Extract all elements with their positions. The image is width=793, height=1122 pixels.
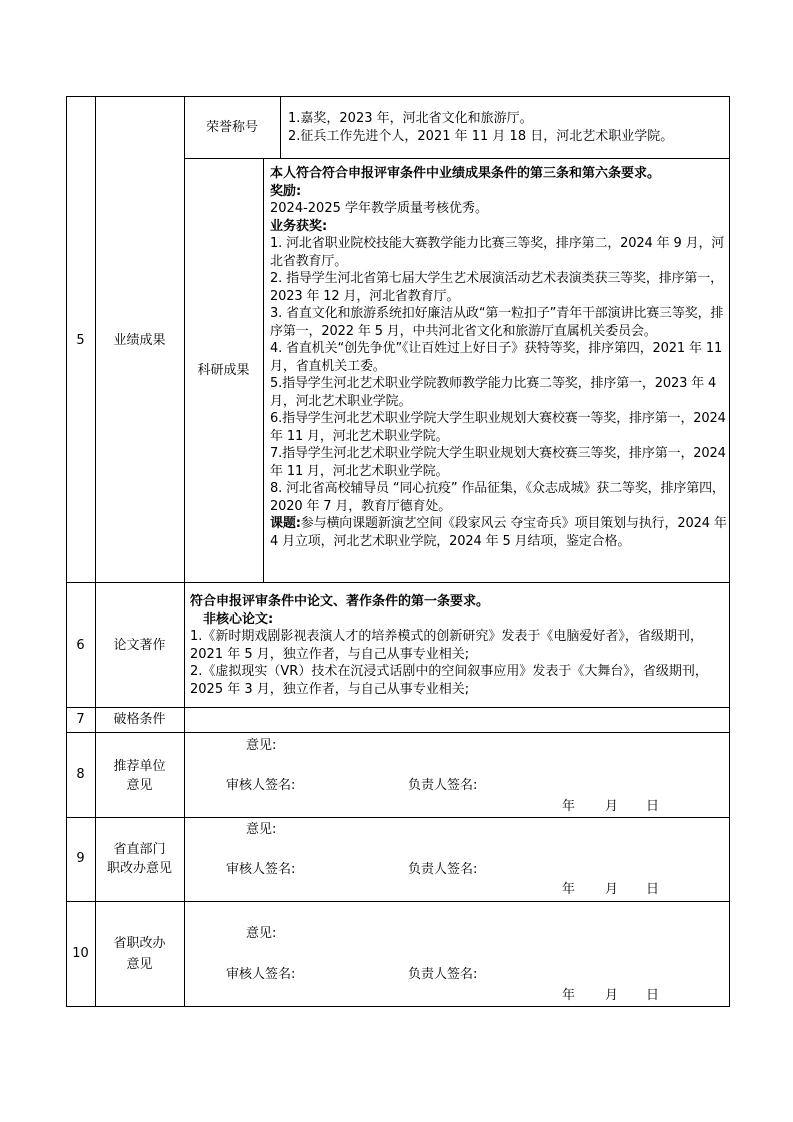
row9-reviewer-label: 审核人签名: xyxy=(226,862,296,877)
business-item-8: 8. 河北省高校辅导员 “同心抗疫” 作品征集，《众志成城》获二等奖，排序第四，2020 年 7 月，教育厅德育处。 xyxy=(270,481,725,514)
row9-label-line1: 省直部门 xyxy=(113,842,166,857)
award-title: 奖励: xyxy=(270,183,302,199)
row7-label: 破格条件 xyxy=(113,712,166,727)
row6-label: 论文著作 xyxy=(113,638,166,653)
project-title: 课题: xyxy=(270,516,301,531)
row9-label-line2: 职改办意见 xyxy=(106,861,172,876)
row10-number: 10 xyxy=(72,946,89,961)
row10-year: 年 xyxy=(562,988,576,1003)
row7-number: 7 xyxy=(76,712,85,727)
business-item-6: 6.指导学生河北艺术职业学院大学生职业规划大赛校赛一等奖，排序第一，2024 年 11 月，河北艺术职业学院。 xyxy=(270,411,726,444)
paper-item-2: 2.《虚拟现实（VR）技术在沉浸式话剧中的空间叙事应用》发表于《大舞台》，省级期刊，2025 年 3 月，独立作者，与自己从事专业相关; xyxy=(190,664,708,697)
row10-day: 日 xyxy=(646,988,660,1003)
row6-number: 6 xyxy=(76,638,85,653)
research-heading: 本人符合符合申报评审条件中业绩成果条件的第三条和第六条要求。 xyxy=(270,166,661,181)
row9-number: 9 xyxy=(76,851,85,866)
row5-number: 5 xyxy=(76,333,85,348)
row8-number: 8 xyxy=(76,767,85,782)
business-item-5: 5.指导学生河北艺术职业学院教师教学能力比赛二等奖，排序第一，2023 年 4 月，河北艺术职业学院。 xyxy=(270,376,717,409)
paper-subheading: 非核心论文: xyxy=(203,611,274,627)
business-item-1: 1. 河北省职业院校技能大赛教学能力比赛三等奖，排序第二，2024 年 9 月，河北省教育厅。 xyxy=(270,236,725,269)
business-item-3: 3. 省直文化和旅游系统扣好廉洁从政“第一粒扣子”青年干部演讲比赛三等奖，排序第一，2022 年 5 月，中共河北省文化和旅游厅直属机关委员会。 xyxy=(270,306,724,339)
row8-month: 月 xyxy=(605,799,619,814)
paper-heading: 符合申报评审条件中论文、著作条件的第一条要求。 xyxy=(190,594,490,609)
honors-label: 荣誉称号 xyxy=(205,120,258,135)
row8-label-line2: 意见 xyxy=(126,778,153,793)
row9-year: 年 xyxy=(562,882,576,897)
row10-reviewer-label: 审核人签名: xyxy=(226,967,296,982)
research-label: 科研成果 xyxy=(197,363,250,378)
row10-label-line1: 省职改办 xyxy=(113,936,166,951)
project-text: 参与横向课题新演艺空间《段家风云 夺宝奇兵》项目策划与执行，2024 年 4 月立项，河北艺术职业学院，2024 年 5 月结项，鉴定合格。 xyxy=(270,516,727,549)
paper-item-1: 1.《新时期戏剧影视表演人才的培养模式的创新研究》发表于《电脑爱好者》，省级期刊，2021 年 5 月，独立作者，与自己从事专业相关; xyxy=(190,629,703,662)
row5-label: 业绩成果 xyxy=(113,333,166,348)
row10-responsible-label: 负责人签名: xyxy=(408,967,478,982)
row10-opinion-label: 意见: xyxy=(246,926,277,941)
business-title: 业务获奖: xyxy=(270,218,328,234)
row8-responsible-label: 负责人签名: xyxy=(408,778,478,793)
row8-label-line1: 推荐单位 xyxy=(113,759,166,774)
row9-opinion-label: 意见: xyxy=(246,822,277,837)
paper-content xyxy=(190,593,728,698)
row9-month: 月 xyxy=(605,882,619,897)
business-item-4: 4. 省直机关“创先争优”《让百姓过上好日子》获特等奖，排序第四，2021 年 11 月，省直机关工委。 xyxy=(270,341,723,374)
research-content xyxy=(270,165,728,550)
row8-year: 年 xyxy=(562,799,576,814)
business-item-7: 7.指导学生河北艺术职业学院大学生职业规划大赛校赛三等奖，排序第一，2024 年 11 月，河北艺术职业学院。 xyxy=(270,446,726,479)
row8-day: 日 xyxy=(646,799,660,814)
award-text: 2024-2025 学年教学质量考核优秀。 xyxy=(270,201,488,216)
row8-reviewer-label: 审核人签名: xyxy=(226,778,296,793)
row8-opinion-label: 意见: xyxy=(246,738,277,753)
honors-item-2: 2.征兵工作先进个人，2021 年 11 月 18 日，河北艺术职业学院。 xyxy=(288,129,674,144)
honors-item-1: 1.嘉奖，2023 年，河北省文化和旅游厅。 xyxy=(288,111,533,126)
row9-day: 日 xyxy=(646,882,660,897)
row10-month: 月 xyxy=(605,988,619,1003)
row10-label-line2: 意见 xyxy=(126,957,153,972)
business-item-2: 2. 指导学生河北省第七届大学生艺术展演活动艺术表演类获三等奖，排序第一，2023 年 12 月，河北省教育厅。 xyxy=(270,271,723,304)
row9-responsible-label: 负责人签名: xyxy=(408,862,478,877)
project-paragraph xyxy=(270,515,728,550)
